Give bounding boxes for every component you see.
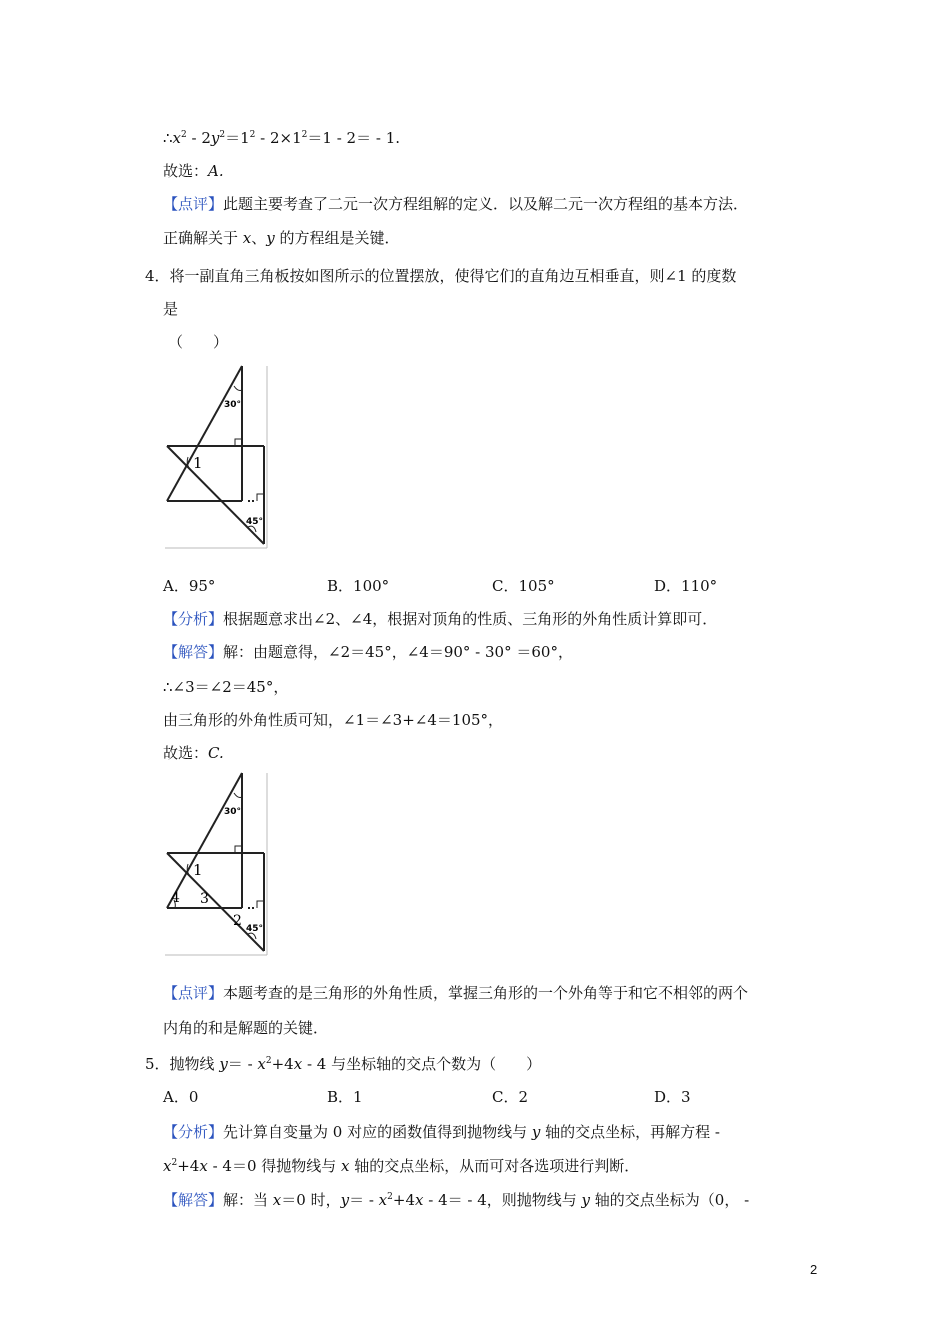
question-4-line2: 是 bbox=[163, 300, 179, 318]
analysis-tag: 【分析】 bbox=[163, 610, 224, 628]
option-b: B．1 bbox=[327, 1088, 363, 1106]
analysis-q4: 【分析】根据题意求出∠2、∠4，根据对顶角的性质、三角形的外角性质计算即可． bbox=[163, 610, 718, 628]
option-a: A．95° bbox=[163, 577, 216, 595]
angle-30-label: 30° bbox=[224, 400, 242, 410]
question-4-paren: （ ） bbox=[168, 333, 229, 351]
comment-q4-line2: 内角的和是解题的关键． bbox=[163, 1019, 329, 1037]
angle-2-label: 2 bbox=[233, 913, 242, 929]
comment-q3-line2: 正确解关于 x、y 的方程组是关键． bbox=[163, 229, 400, 247]
equation-line: $\therefore x^2 - 2y^2=1^2 - 2\times 1^2=1 - 2= - 1$. bbox=[163, 129, 401, 147]
solution-q4-line2: ∴∠3＝∠2＝45°， bbox=[163, 678, 289, 696]
answer-line-q4: 故选：C. bbox=[163, 744, 224, 762]
comment-q4: 【点评】本题考查的是三角形的外角性质，掌握三角形的一个外角等于和它不相邻的两个 bbox=[163, 984, 749, 1002]
analysis-q5-line2: $x^2+4x - 4=0$ 得抛物线与 x 轴的交点坐标，从而可对各选项进行判断． bbox=[163, 1157, 640, 1175]
analysis-tag: 【分析】 bbox=[163, 1123, 224, 1141]
option-c: C．2 bbox=[492, 1088, 529, 1106]
page-number: 2 bbox=[810, 1262, 818, 1277]
question-4-line1: 4．将一副直角三角板按如图所示的位置摆放，使得它们的直角边互相垂直，则∠1 的度数 bbox=[145, 267, 737, 285]
solution-q4-line3: 由三角形的外角性质可知，∠1＝∠3+∠4＝105°， bbox=[163, 711, 504, 729]
angle-1-label: 1 bbox=[193, 861, 203, 879]
option-a: A．0 bbox=[163, 1088, 199, 1106]
comment-q3: 【点评】此题主要考查了二元一次方程组解的定义．以及解二元一次方程组的基本方法． bbox=[163, 195, 749, 213]
comment-tag: 【点评】 bbox=[163, 195, 224, 213]
answer-line-q3: 故选：A. bbox=[163, 162, 224, 180]
solution-tag: 【解答】 bbox=[163, 643, 224, 661]
solution-q5: 【解答】解：当 x＝0 时，$y= - x^2+4x - 4= - 4$，则抛物线与 y 轴的交点坐标为（0， - bbox=[163, 1191, 750, 1209]
question-5: 5．抛物线 $y= - x^2+4x - 4$ 与坐标轴的交点个数为（ ） bbox=[145, 1055, 542, 1073]
solution-q4: 【解答】解：由题意得，∠2＝45°，∠4＝90° - 30° ＝60°， bbox=[163, 643, 573, 661]
solution-tag: 【解答】 bbox=[163, 1191, 224, 1209]
angle-1-label: 1 bbox=[193, 454, 203, 472]
option-c: C．105° bbox=[492, 577, 555, 595]
option-d: D．110° bbox=[654, 577, 718, 595]
triangle-figure-1 bbox=[164, 364, 272, 550]
angle-3-label: 3 bbox=[200, 891, 209, 907]
angle-45-label: 45° bbox=[246, 517, 264, 527]
angle-45-label: 45° bbox=[246, 924, 264, 934]
analysis-q5: 【分析】先计算自变量为 0 对应的函数值得到抛物线与 y 轴的交点坐标，再解方程 - bbox=[163, 1123, 720, 1141]
option-b: B．100° bbox=[327, 577, 390, 595]
option-d: D．3 bbox=[654, 1088, 691, 1106]
angle-4-label: 4 bbox=[171, 890, 180, 906]
triangle-figure-2 bbox=[164, 771, 272, 957]
angle-30-label: 30° bbox=[224, 807, 242, 817]
comment-tag: 【点评】 bbox=[163, 984, 224, 1002]
